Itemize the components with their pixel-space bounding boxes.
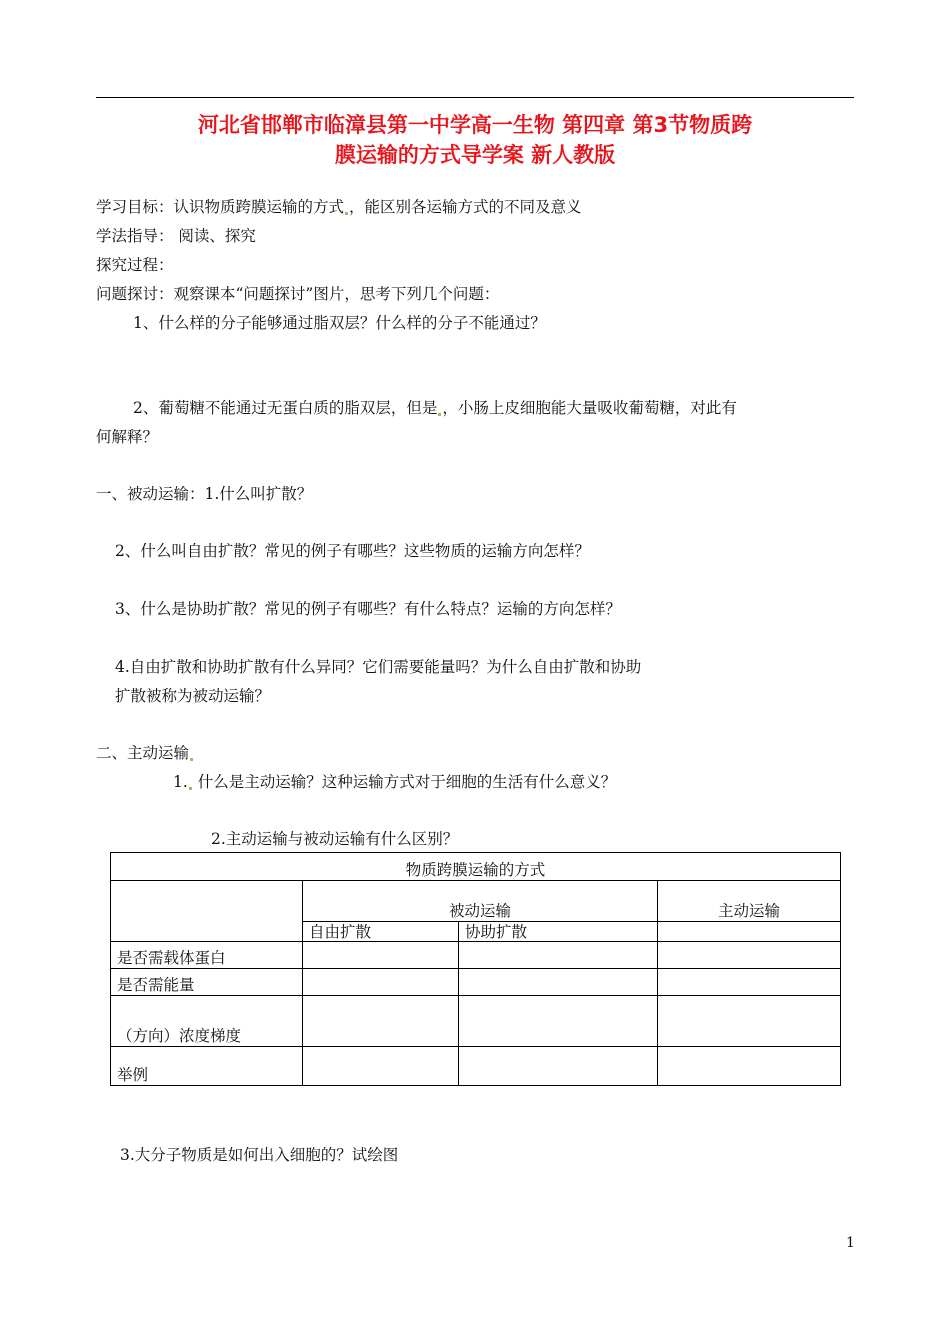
free-diffusion-header: 自由扩散 (303, 922, 459, 942)
table-row (111, 1047, 841, 1086)
table-row (111, 942, 841, 969)
table-cell (658, 942, 841, 969)
learning-goal: 学习目标：认识物质跨膜运输的方式 ，能区别各运输方式的不同及意义 (96, 198, 582, 216)
table-cell (459, 996, 658, 1047)
table-cell (303, 969, 459, 996)
table-cell (658, 1047, 841, 1086)
section-2-question-1: 1. 什么是主动运输？这种运输方式对于细胞的生活有什么意义？ (173, 773, 617, 791)
table-title-row (111, 853, 841, 881)
header-rule (96, 97, 854, 98)
table-cell (303, 1047, 459, 1086)
section-2-question-3: 3.大分子物质是如何出入细胞的？试绘图 (120, 1146, 399, 1164)
process-label: 探究过程： (96, 256, 174, 274)
passive-transport-header: 被动运输 (303, 881, 658, 922)
table-cell (303, 996, 459, 1047)
transport-comparison-table (110, 852, 841, 1086)
mark-dot (438, 413, 441, 416)
mark-dot (189, 787, 192, 790)
table-cell (459, 1047, 658, 1086)
row-label: （方向）浓度梯度 (111, 996, 303, 1047)
row-label: 是否需载体蛋白 (111, 942, 303, 969)
document-title-line-1: 河北省邯郸市临漳县第一中学高一生物 第四章 第3节物质跨 (197, 113, 753, 137)
table-row (111, 969, 841, 996)
row-label: 举例 (111, 1047, 303, 1086)
active-transport-header: 主动运输 (658, 881, 841, 922)
discussion-prompt: 问题探讨：观察课本“问题探讨”图片，思考下列几个问题： (96, 285, 500, 303)
mark-dot (190, 758, 193, 761)
section-1-heading: 一、被动运输：1.什么叫扩散？ (96, 485, 313, 503)
question-2-line-1: 2、葡萄糖不能通过无蛋白质的脂双层，但是 ，小肠上皮细胞能大量吸收葡萄糖，对此有 (133, 399, 737, 417)
table-title: 物质跨膜运输的方式 (111, 853, 841, 881)
section-2-question-2: 2.主动运输与被动运输有什么区别？ (211, 830, 459, 848)
table-cell (658, 996, 841, 1047)
method-guide: 学法指导： 阅读、探究 (96, 227, 256, 245)
table-header-row (111, 881, 841, 922)
table-row (111, 996, 841, 1047)
section-1-question-3: 3、什么是协助扩散？常见的例子有哪些？有什么特点？运输的方向怎样？ (115, 600, 621, 618)
facilitated-diffusion-header: 协助扩散 (459, 922, 658, 942)
row-label: 是否需能量 (111, 969, 303, 996)
document-title-line-2: 膜运输的方式导学案 新人教版 (334, 143, 616, 167)
table-cell (303, 942, 459, 969)
active-subheader-cell (658, 922, 841, 942)
table-cell (459, 942, 658, 969)
section-1-question-2: 2、什么叫自由扩散？常见的例子有哪些？这些物质的运输方向怎样？ (115, 542, 590, 560)
section-1-question-4-line-1: 4.自由扩散和协助扩散有什么异同？它们需要能量吗？为什么自由扩散和协助 (115, 658, 642, 676)
section-1-question-4-line-2: 扩散被称为被动运输？ (115, 687, 271, 705)
question-1: 1、什么样的分子能够通过脂双层？什么样的分子不能通过？ (133, 314, 546, 332)
question-2-line-2: 何解释？ (96, 428, 159, 446)
header-empty-cell (111, 881, 303, 942)
table-cell (658, 969, 841, 996)
page-number: 1 (846, 1235, 855, 1251)
section-2-heading: 二、主动运输 (96, 742, 194, 764)
mark-dot (345, 212, 348, 215)
table-cell (459, 969, 658, 996)
